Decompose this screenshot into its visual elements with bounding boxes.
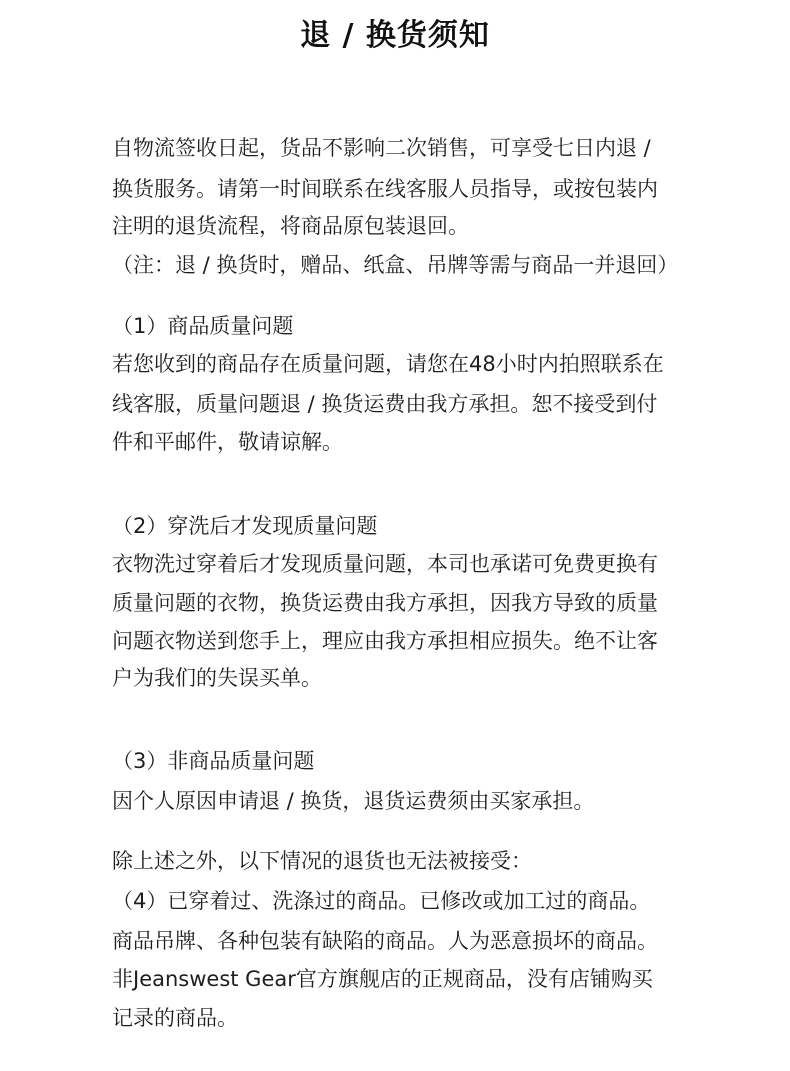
intro-line: 自物流签收日起，货品不影响二次销售，可享受七日内退 / <box>112 136 651 160</box>
exclusions-line: （4）已穿着过、洗涤过的商品。已修改或加工过的商品。 <box>112 889 651 913</box>
section-line: 因个人原因申请退 / 换货，退货运费须由买家承担。 <box>112 789 595 813</box>
intro-line: 换货服务。请第一时间联系在线客服人员指导，或按包装内 <box>112 177 658 201</box>
exclusions-line: 非Jeanswest Gear官方旗舰店的正规商品，没有店铺购买 <box>112 967 653 991</box>
exclusions-intro: 除上述之外，以下情况的退货也无法被接受： <box>112 849 532 873</box>
section-heading: （1）商品质量问题 <box>112 314 294 338</box>
section-heading: （3）非商品质量问题 <box>112 749 315 773</box>
section-line: 若您收到的商品存在质量问题，请您在48小时内拍照联系在 <box>112 352 664 376</box>
intro-line: 注明的退货流程，将商品原包装退回。 <box>112 214 469 238</box>
section-line: 件和平邮件，敬请谅解。 <box>112 430 343 454</box>
section-line: 质量问题的衣物，换货运费由我方承担，因我方导致的质量 <box>112 591 658 615</box>
exclusions-line: 记录的商品。 <box>112 1006 238 1030</box>
section-line: 衣物洗过穿着后才发现质量问题，本司也承诺可免费更换有 <box>112 552 658 576</box>
intro-note: （注：退 / 换货时，赠品、纸盒、吊牌等需与商品一并退回） <box>112 253 679 277</box>
exclusions-line: 商品吊牌、各种包装有缺陷的商品。人为恶意损坏的商品。 <box>112 929 658 953</box>
section-line: 户为我们的失误买单。 <box>112 666 322 690</box>
page-title: 退 / 换货须知 <box>300 18 490 53</box>
section-line: 线客服，质量问题退 / 换货运费由我方承担。恕不接受到付 <box>112 392 658 416</box>
section-heading: （2）穿洗后才发现质量问题 <box>112 514 378 538</box>
section-line: 问题衣物送到您手上，理应由我方承担相应损失。绝不让客 <box>112 629 658 653</box>
